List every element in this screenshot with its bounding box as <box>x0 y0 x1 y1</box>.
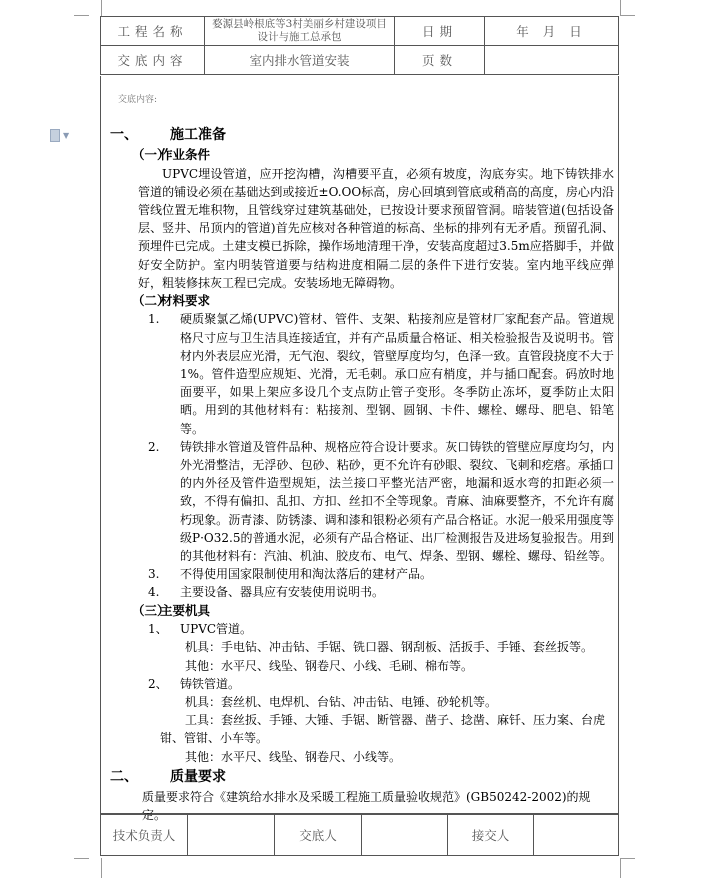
paragraph: 质量要求符合《建筑给水排水及采暖工程施工质量验收规范》(GB50242-2002)的规定。 <box>142 789 591 822</box>
list-item <box>110 620 614 638</box>
crop-mark-bottom-left-h <box>74 858 89 859</box>
footer-table <box>100 814 619 856</box>
crop-mark-top-left <box>88 0 102 16</box>
other-line: 其他：水平尺、线坠、钢卷尺、小线、毛刷、棉布等。 <box>185 658 474 673</box>
list-item <box>110 675 614 693</box>
receiver-label: 接交人 <box>448 815 534 856</box>
list-number: 1. <box>148 312 160 327</box>
list-text: 铸铁管道。 <box>180 676 241 691</box>
document-icon <box>50 129 60 142</box>
document-options-button[interactable] <box>50 128 80 142</box>
machines-line: 机具：手电钻、冲击钻、手锯、铣口器、钢刮板、活扳手、手锤、套丝扳等。 <box>185 640 594 655</box>
pages-value <box>485 46 619 75</box>
list-number: 1、 <box>148 622 168 637</box>
subsection-number: （一） <box>132 147 170 162</box>
discloser-label: 交底人 <box>275 815 362 856</box>
project-value: 婺源县岭根底等3村美丽乡村建设项目设计与施工总承包 <box>205 17 395 46</box>
subsection-number: （三） <box>132 602 170 618</box>
chevron-down-icon: ▼ <box>63 131 70 140</box>
subsection-heading <box>110 292 614 311</box>
receiver-value <box>534 815 619 856</box>
list-number: 4. <box>148 585 160 600</box>
list-item <box>110 438 614 565</box>
list-text: 不得使用国家限制使用和淘汰落后的建材产品。 <box>180 567 433 582</box>
subsection-title: 材料要求 <box>160 292 211 308</box>
discloser-value <box>362 815 448 856</box>
content-label: 交底内容: <box>118 95 158 105</box>
list-number: 2、 <box>148 676 168 691</box>
subsection-number: （二） <box>132 292 170 308</box>
document-body[interactable] <box>110 124 614 824</box>
other-line: 其他：水平尺、线坠、钢卷尺、小线等。 <box>185 749 402 764</box>
section-heading <box>110 124 614 146</box>
pages-label: 页数 <box>395 46 485 75</box>
machines-line: 机具：套丝机、电焊机、台钻、冲击钻、电锤、砂轮机等。 <box>185 694 498 709</box>
crop-mark-top-right <box>620 0 634 16</box>
paragraph: UPVC埋设管道，应开挖沟槽，沟槽要平直，必须有坡度，沟底夯实。地下铸铁排水管道的铺设必须在基础达到或接近±O.OO标高，房心回填到管底或稍高的高度，房心内沿管线位置无堆积物，且管线穿过建筑基础处，已按设计要求预留管洞。暗装管道(包括设备层、竖井、吊顶内的管道)首先应核对各种管道的标高、坐标的排列有无矛盾。预留孔洞、预埋件已完成。土建支模已拆除，操作场地清理干净，安装高度超过3.5m应搭脚手，并做好安全防护。室内明装管道要与结构进度相隔二层的条件下进行安装。室内地平线应弹好，粗装修抹灰工程已完成。安装场地无障碍物。 <box>138 166 614 290</box>
subject-label: 交底内容 <box>101 46 205 75</box>
project-label: 工程名称 <box>101 17 205 46</box>
crop-mark-bottom-right <box>620 858 634 878</box>
subsection-heading <box>110 602 614 621</box>
tech-lead-value <box>188 815 275 856</box>
section-title: 质量要求 <box>170 768 226 785</box>
crop-mark-bottom-left <box>88 858 102 878</box>
section-heading <box>110 766 614 788</box>
list-text: 硬质聚氯乙烯(UPVC)管材、管件、支架、粘接剂应是管材厂家配套产品。管道规格尺寸应与卫生洁具连接适宜，并有产品质量合格证、相关检验报告及说明书。管材内外表层应光滑，无气泡、裂纹，管壁厚度均匀，色泽一致。直管段挠度不大于1%。管件造型应规矩、光滑，无毛刺。承口应有梢度，并与插口配套。码放时地面要平，如果上架应多设几个支点防止管子变形。冬季防止冻坏，夏季防止太阳晒。用到的其他材料有：粘接剂、型钢、圆钢、卡件、螺栓、螺母、肥皂、铅笔等。 <box>180 312 614 436</box>
subsection-heading <box>110 146 614 165</box>
date-value: 年 月 日 <box>485 17 619 46</box>
list-item <box>110 583 614 601</box>
list-item <box>110 310 614 437</box>
tools-line: 工具：套丝扳、手锤、大锤、手锯、断管器、凿子、捻凿、麻钎、压力案、台虎钳、管钳、小车等。 <box>160 713 606 746</box>
list-number: 3. <box>148 567 160 582</box>
list-text: 主要设备、器具应有安装使用说明书。 <box>180 585 385 600</box>
list-text: 铸铁排水管道及管件品种、规格应符合设计要求。灰口铸铁的管壁应厚度均匀，内外光滑整洁，无浮砂、包砂、粘砂，更不允许有砂眼、裂纹、飞刺和疙瘩。承插口的内外径及管件造型规矩，法兰接口平整光洁严密，地漏和返水弯的扣距必须一致，不得有偏扣、乱扣、方扣、丝扣不全等现象。青麻、油麻要整齐，不允许有腐朽现象。沥青漆、防锈漆、调和漆和银粉必须有产品合格证。水泥一般采用强度等级P·O32.5的普通水泥，必须有产品合格证、出厂检测报告及进场复验报告。用到的其他材料有：汽油、机油、胶皮布、电气、焊条、型钢、螺栓、螺母、铅丝等。 <box>180 439 614 564</box>
date-label: 日期 <box>395 17 485 46</box>
crop-mark-top-left-h <box>74 15 89 16</box>
list-item <box>110 565 614 583</box>
header-table <box>100 16 619 75</box>
section-title: 施工准备 <box>170 127 226 143</box>
crop-mark-bottom-right-h <box>620 858 635 859</box>
subject-value: 室内排水管道安装 <box>205 46 395 75</box>
subsection-title: 主要机具 <box>160 602 211 618</box>
subsection-title: 作业条件 <box>160 147 211 162</box>
section-number: 一、 <box>110 127 138 143</box>
section-number: 二、 <box>110 768 138 785</box>
list-text: UPVC管道。 <box>180 622 253 637</box>
list-number: 2. <box>148 439 160 454</box>
tech-lead-label: 技术负责人 <box>101 815 188 856</box>
crop-mark-top-right-h <box>620 15 635 16</box>
